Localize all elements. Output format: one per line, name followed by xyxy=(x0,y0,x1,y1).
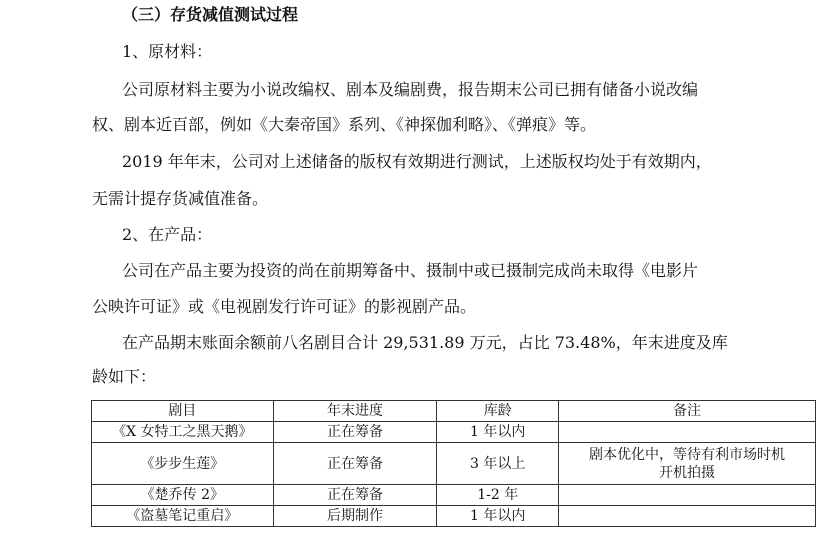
cell-title: 《盗墓笔记重启》 xyxy=(92,506,274,527)
raw-materials-heading: 1、原材料： xyxy=(122,42,213,61)
table-row xyxy=(92,506,816,527)
header-title: 剧目 xyxy=(92,401,274,422)
wip-paragraph-2: 在产品期末账面余额前八名剧目合计 29,531.89 万元，占比 73.48%，年末进度及库 xyxy=(122,333,728,352)
cell-note xyxy=(559,506,816,527)
header-age: 库龄 xyxy=(437,401,559,422)
table-header-row xyxy=(92,401,816,422)
raw-materials-paragraph-2-cont: 无需计提存货减值准备。 xyxy=(92,189,269,208)
cell-age: 1-2 年 xyxy=(437,485,559,506)
raw-materials-paragraph-2: 2019 年年末，公司对上述储备的版权有效期进行测试，上述版权均处于有效期内， xyxy=(122,152,712,171)
cell-note xyxy=(559,485,816,506)
wip-paragraph-2-cont: 龄如下： xyxy=(92,367,157,386)
table-row xyxy=(92,443,816,485)
cell-age: 3 年以上 xyxy=(437,443,559,485)
cell-age: 1 年以内 xyxy=(437,506,559,527)
note-line: 剧本优化中，等待有利市场时机 xyxy=(589,446,786,463)
cell-progress: 后期制作 xyxy=(273,506,437,527)
note-line: 开机拍摄 xyxy=(659,464,716,481)
wip-paragraph-1-cont: 公映许可证》或《电视剧发行许可证》的影视剧产品。 xyxy=(92,297,477,316)
cell-progress: 正在筹备 xyxy=(273,485,437,506)
cell-note xyxy=(559,422,816,443)
cell-title: 《步步生莲》 xyxy=(92,443,274,485)
cell-progress: 正在筹备 xyxy=(273,422,437,443)
raw-materials-paragraph-1: 公司原材料主要为小说改编权、剧本及编剧费，报告期末公司已拥有储备小说改编 xyxy=(122,80,699,99)
header-note: 备注 xyxy=(559,401,816,422)
section-title: （三）存货减值测试过程 xyxy=(122,5,299,24)
cell-age: 1 年以内 xyxy=(437,422,559,443)
raw-materials-paragraph-1-cont: 权、剧本近百部，例如《大秦帝国》系列、《神探伽利略》、《弹痕》等。 xyxy=(92,115,597,134)
wip-paragraph-1: 公司在产品主要为投资的尚在前期筹备中、摄制中或已摄制完成尚未取得《电影片 xyxy=(122,261,699,280)
table-row xyxy=(92,422,816,443)
table-row xyxy=(92,485,816,506)
cell-progress: 正在筹备 xyxy=(273,443,437,485)
cell-note xyxy=(559,443,816,485)
header-progress: 年末进度 xyxy=(273,401,437,422)
inventory-table xyxy=(91,400,816,527)
cell-title: 《X 女特工之黑天鹅》 xyxy=(92,422,274,443)
cell-title: 《楚乔传 2》 xyxy=(92,485,274,506)
wip-heading: 2、在产品： xyxy=(122,225,213,244)
